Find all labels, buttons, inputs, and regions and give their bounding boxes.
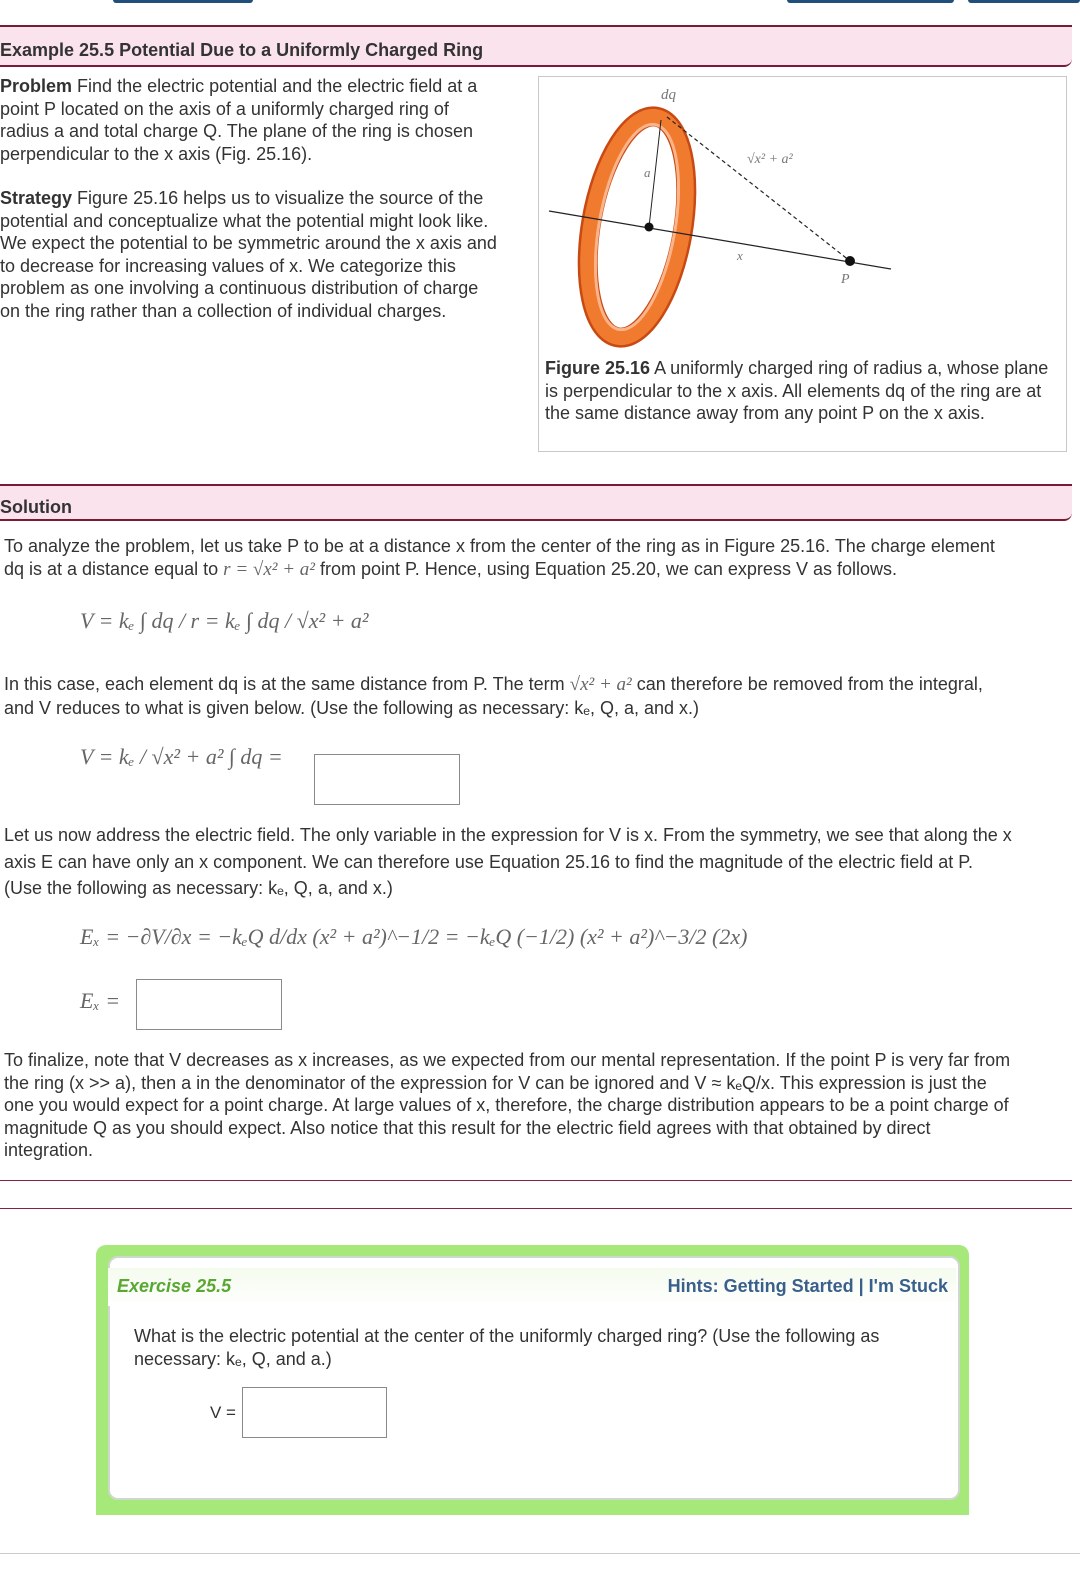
p4-line-3: one you would expect for a point charge. At large values of x, therefore, the charge distribution appears to be a point charge of [4, 1095, 1009, 1115]
p3-line-3: (Use the following as necessary: kₑ, Q, a, and x.) [4, 877, 393, 898]
p4-line-4: magnitude Q as you should expect. Also notice that this result for the electric field agrees with that obtained by direct [4, 1117, 931, 1138]
problem-line-4: perpendicular to the x axis (Fig. 25.16). [0, 143, 313, 164]
section-divider-1 [0, 1180, 1072, 1181]
equation-ex-label: Eₓ = [80, 988, 121, 1013]
example-title: Example 25.5 Potential Due to a Uniformly Charged Ring [0, 40, 484, 60]
solution-line-1: To analyze the problem, let us take P to be at a distance x from the center of the ring as in Figure 25.16. The charge element [4, 536, 995, 556]
solution-line-2b: from point P. Hence, using Equation 25.20, we can express V as follows. [319, 558, 897, 579]
strategy-line-2: potential and conceptualize what the potential might look like. [0, 210, 489, 231]
ring-diagram [539, 77, 1064, 352]
caption-text: A uniformly charged ring of radius a, whose plane is perpendicular to the x axis. All elements dq of the ring are at the same distance away from any point P on the x axis. [545, 358, 1049, 423]
paragraph-2 [4, 673, 1074, 719]
exercise-answer-input[interactable] [242, 1387, 387, 1438]
p3-line-2: axis E can have only an x component. We can therefore use Equation 25.16 to find the magnitude of the electric field at P. [4, 851, 973, 872]
equation-electric-field-derivative: Eₓ = −∂V/∂x = −kₑQ d/dx (x² + a²)^−1/2 = −kₑQ (−1/2) (x² + a²)^−3/2 (2x) [80, 924, 748, 949]
p2-text-c: and V reduces to what is given below. (Use the following as necessary: kₑ, Q, a, and x.) [4, 697, 700, 718]
strategy-text [0, 187, 525, 322]
problem-line-2: point P located on the axis of a uniformly charged ring of [0, 98, 449, 119]
ex-answer-input[interactable] [136, 979, 282, 1030]
problem-label: Problem [0, 76, 73, 96]
strategy-line-6: on the ring rather than a collection of individual charges. [0, 300, 447, 321]
figure-caption [545, 357, 1057, 425]
x-axis-line [549, 211, 891, 269]
solution-intro [4, 535, 1070, 581]
problem-text [0, 75, 520, 165]
equation-v-result: V = kₑ / √x² + a² ∫ dq = [80, 744, 283, 769]
label-x: x [737, 248, 743, 263]
paragraph-4 [4, 1049, 1074, 1162]
p4-line-5: integration. [4, 1140, 94, 1160]
solution-title: Solution [0, 497, 72, 517]
exercise-hints-link[interactable]: Hints: Getting Started | I'm Stuck [667, 1276, 948, 1296]
solution-header-band [0, 484, 1072, 521]
figure-25-16 [538, 76, 1067, 452]
p4-line-1: To finalize, note that V decreases as x increases, as we expected from our mental representation. If the point P is very far from [4, 1050, 1011, 1070]
top-tab-stubs [0, 0, 1080, 6]
p2-text-b: can therefore be removed from the integral, [636, 674, 983, 694]
p2-root: √x² + a² [569, 674, 632, 695]
exercise-answer-label: V = [210, 1403, 236, 1422]
p4-line-2: the ring (x >> a), then a in the denominator of the expression for V can be ignored and V ≈ kₑQ/x. This expression is just the [4, 1072, 987, 1093]
equation-potential-integral: V = kₑ ∫ dq / r = kₑ ∫ dq / √x² + a² [80, 608, 369, 633]
strategy-label: Strategy [0, 188, 73, 208]
problem-line-3: radius a and total charge Q. The plane of the ring is chosen [0, 121, 473, 141]
r-equation: r = √x² + a² [223, 558, 315, 580]
section-divider-2 [0, 1208, 1072, 1209]
exercise-title: Exercise 25.5 [117, 1276, 232, 1296]
label-a: a [644, 165, 651, 180]
strategy-line-4: to decrease for increasing values of x. We categorize this [0, 255, 456, 276]
label-dq: dq [661, 87, 676, 103]
strategy-line-1: Figure 25.16 helps us to visualize the source of the [77, 188, 484, 208]
label-distance: √x² + a² [747, 152, 793, 167]
caption-label: Figure 25.16 [545, 358, 651, 378]
solution-line-2a: dq is at a distance equal to [4, 558, 219, 579]
ring [572, 109, 701, 346]
exercise-question [134, 1325, 934, 1370]
label-p: P [841, 272, 850, 287]
question-line-2: necessary: kₑ, Q, and a.) [134, 1348, 332, 1369]
radius-line [649, 120, 661, 227]
strategy-line-5: problem as one involving a continuous distribution of charge [0, 278, 479, 298]
strategy-line-3: We expect the potential to be symmetric around the x axis and [0, 233, 497, 253]
problem-line-1: Find the electric potential and the electric field at a [77, 76, 478, 96]
p2-text-a: In this case, each element dq is at the same distance from P. The term [4, 674, 565, 694]
p3-line-1: Let us now address the electric field. The only variable in the expression for V is x. From the symmetry, we see that along the x [4, 825, 1012, 845]
point-p-dot [845, 256, 855, 266]
question-line-1: What is the electric potential at the center of the uniformly charged ring? (Use the following as [134, 1326, 880, 1346]
v-answer-input[interactable] [314, 754, 460, 805]
page-bottom-rule [0, 1553, 1080, 1554]
paragraph-3 [4, 824, 1074, 899]
ring-center-dot [645, 223, 654, 232]
